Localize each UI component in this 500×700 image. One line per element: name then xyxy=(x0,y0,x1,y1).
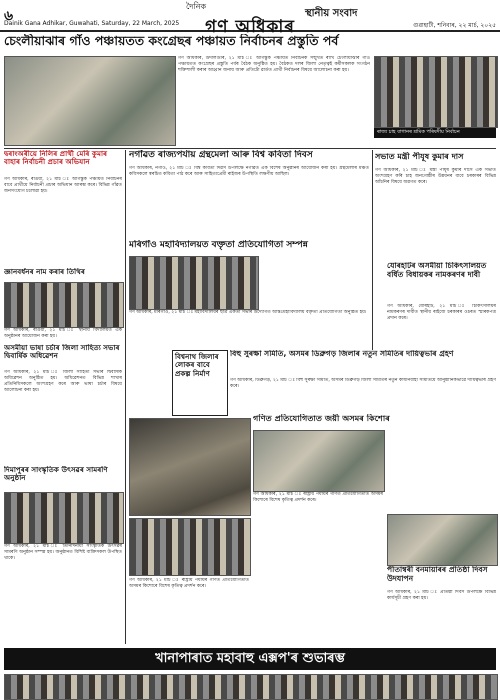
left-2-photo xyxy=(4,282,124,328)
left-4-body: গণ অধিকাৰ, ২১ মাৰ্চ ঃ তিনিদিনীয়া সাংস্কৃতিক উৎসৱৰ সামৰণি অনুষ্ঠান সম্পন্ন হয়। অনুষ্ঠানত বিশিষ্ট ব্যক্তিসকল উপস্থিত থাকে। xyxy=(4,544,122,561)
center-boxed-item xyxy=(172,350,228,416)
left-1-headline-box xyxy=(4,150,122,176)
center-lower-body: গণ অধিকাৰ, ২১ মাৰ্চ ঃ ৰাষ্ট্ৰীয় পৰ্যায়ৰ গণিত প্ৰতিযোগিতাত অসমৰ কিশোৰে বিশেষ কৃতিত্ব প্ৰদৰ্শন কৰে। xyxy=(129,578,249,589)
top-lead-body: গণ অধিকাৰ, উদালগুৰি, ২১ মাৰ্চ ঃ আগন্তুক পঞ্চায়ত নিৰ্বাচনক সন্মুখত ৰাখি চেংলীয়াঝাৰ গাঁও পঞ্চায়তত কংগ্ৰেছৰ প্ৰস্তুতি পৰ্বৰ বৈঠক অনুষ্ঠিত হয়। বৈঠকত দলৰ জিলা নেতৃত্বই কৰ্মীসকলক সংগঠন শক্তিশালী কৰাৰ আহ্বান জনায় আৰু প্ৰতিটো ৱাৰ্ডত প্ৰাৰ্থী নিৰ্বাচনৰ বিষয়ে আলোচনা কৰা হয়। xyxy=(178,56,370,73)
left-2-headline: জ্ঞানবৰ্ধনৰ নাম কৰাৰ তিথিৰ xyxy=(4,268,85,276)
center-4-headline-box xyxy=(253,414,496,428)
center-4-body: গণ অধিকাৰ, ২১ মাৰ্চ ঃ ৰাষ্ট্ৰীয় পৰ্যায়ৰ গণিত প্ৰতিযোগিতাত অসমৰ কিশোৰে বিশেষ কৃতিত্ব প্ৰদৰ্শন কৰে। xyxy=(253,492,383,503)
page-number: ৬ xyxy=(4,8,14,24)
top-right-photo xyxy=(374,56,498,128)
center-2-photo xyxy=(129,256,259,310)
left-1-body: গণ অধিকাৰ, ৰঙিয়া, ২১ মাৰ্চ ঃ আগন্তুক পঞ্চায়ত নিৰ্বাচনৰ বাবে প্ৰাৰ্থীয়ে নিৰ্বাচনী প্ৰচাৰ অভিযান আৰম্ভ কৰে। বিভিন্ন গাঁৱত জনসংযোগ চলোৱা হয়। xyxy=(4,177,122,194)
left-3-headline-box xyxy=(4,344,122,368)
left-3-body: গণ অধিকাৰ, ২১ মাৰ্চ ঃ জিলা সাহিত্য সভাৰ দ্বিবাৰ্ষিক অধিৱেশন অনুষ্ঠিত হয়। অধিৱেশনত বিভিন্ন শাখাৰ প্ৰতিনিধিসকলে অংশগ্ৰহণ কৰে আৰু ভাষা চৰ্চাৰ বিষয়ে আলোচনা কৰা হয়। xyxy=(4,370,122,393)
center-3-headline-box xyxy=(230,350,496,376)
center-3-body: গণ অধিকাৰ, ডিব্ৰুগড়, ২১ মাৰ্চ ঃ বিহু সুৰক্ষা সমিতি, অসমৰ ডিব্ৰুগড় জিলা সমিতিৰ নতুন কাৰ্যনিৰ্বাহী সমিতিয়ে আনুষ্ঠানিকভাৱে দায়িত্বভাৰ গ্ৰহণ কৰে। xyxy=(230,378,496,389)
center-2-headline-box xyxy=(129,240,369,254)
left-2-headline-box xyxy=(4,268,122,280)
center-1-body: গণ অধিকাৰ, নগাঁও, ২১ মাৰ্চ ঃ বিশ্ব কবিতা দিৱস উপলক্ষে নগাঁৱত এক বিশেষ অনুষ্ঠানৰ আয়োজন কৰা হয়। গ্ৰন্থমেলাৰ মঞ্চত কবিসকলে স্বৰচিত কবিতা পাঠ কৰে আৰু সাহিত্যপ্ৰেমী ৰাইজৰ উপস্থিতি লক্ষণীয় আছিল। xyxy=(129,166,369,177)
center-1-headline: নগাঁৱত ৰাজ্যপৰ্যায় গ্ৰন্থমেলা আৰু বিশ্ব কবিতা দিবস xyxy=(129,150,313,160)
paper-name: গণ অধিকাৰ xyxy=(205,17,295,37)
section-label: স্থানীয় সংবাদ xyxy=(305,8,358,19)
center-3-headline: বিহু সুৰক্ষা সমিতি, অসমৰ ডিব্ৰুগড় জিলাৰ নতুন সমিতিৰ দায়িত্বভাৰ গ্ৰহণ xyxy=(230,350,454,358)
right-3-headline: পীতাম্বৰী বনমায়াৰৰ প্ৰতিষ্ঠা দিবস উদযাপন xyxy=(387,566,488,583)
right-2-headline-box xyxy=(387,262,496,302)
right-2-headline: যোৰহাটৰ অসমীয়া চিকিৎসালয়ত বৰ্ধিত বিধায়কৰ নামকৰণৰ দাবী xyxy=(387,262,487,279)
top-lead-headline: চেংলীয়াঝাৰ গাঁও পঞ্চায়তত কংগ্ৰেছৰ পঞ্চায়ত নিৰ্বাচনৰ প্ৰস্তুতি পৰ্ব xyxy=(4,34,339,48)
right-3-body: গণ অধিকাৰ, ২১ মাৰ্চ ঃ প্ৰতিষ্ঠা দিবস উপলক্ষে বিভিন্ন কাৰ্যসূচী গ্ৰহণ কৰা হয়। xyxy=(387,590,496,601)
center-3-photo xyxy=(129,418,251,516)
center-lower-photo xyxy=(129,518,251,576)
right-1-kicker: ৰাজ্য চাহ বাগানৰ শ্ৰমিক পৰিষদীয় নিৰ্বাচন xyxy=(374,128,496,138)
left-3-headline: অসমীয়া ভাষা চৰ্চাৰ জিলা সাহিত্য সভাৰ দ্বিবাৰ্ষিক অধিৱেশন xyxy=(4,344,120,361)
left-1-headline: দ্বৰাংঅৰীয়ে নিলিৰ প্ৰাৰ্থী মেৰি কুমাৰ বাহাৰ নিৰ্বাচনী প্ৰচাৰ অভিযান xyxy=(4,150,108,167)
right-2-body: গণ অধিকাৰ, যোৰহাট, ২১ মাৰ্চ ঃ চিকিৎসালয়ৰ নামকৰণৰ দাবীত স্থানীয় ৰাইজে চৰকাৰৰ ওচৰত স্মাৰকপত্ৰ প্ৰদান কৰে। xyxy=(387,304,496,321)
left-2-body: গণ অধিকাৰ, ৰঙিয়া, ২১ মাৰ্চ ঃ স্থানীয় বিদ্যালয়ত এক অনুষ্ঠানৰ আয়োজন কৰা হয়। xyxy=(4,328,122,339)
divider xyxy=(4,148,496,149)
right-3-photo xyxy=(387,514,498,566)
right-3-headline-box xyxy=(387,566,496,588)
column-rule-right xyxy=(372,150,373,350)
right-1-body: গণ অধিকাৰ, ২১ মাৰ্চ ঃ মন্ত্ৰী পীযূষ কুমাৰ দাসে এক সভাত অংশগ্ৰহণ কৰি চাহ জনগোষ্ঠীৰ উন্নয়নৰ বাবে চৰকাৰৰ বিভিন্ন আঁচনিৰ বিষয়ে অৱগত কৰে। xyxy=(375,168,496,185)
bottom-banner: খানাপাৰাত মহাবাহু এক্সপ'ৰ শুভাৰম্ভ xyxy=(4,648,496,670)
center-box-headline: বিশ্বনাথ জিলাৰ লোকৰ বাবে প্ৰকল্প নিৰ্মাণ xyxy=(175,352,219,378)
dateline-english: Dainik Gana Adhikar, Guwahati, Saturday, 22 March, 2025 xyxy=(4,20,180,27)
left-4-headline: দিমাপুৰৰ সাংস্কৃতিক উৎসৱৰ সামৰণি অনুষ্ঠান xyxy=(4,466,108,483)
dateline-assamese: গুৱাহাটী, শনিবাৰ, ২২ মাৰ্চ, ২০২৫ xyxy=(413,22,496,29)
right-1-headline: সভাত মন্ত্ৰী পীযূষ কুমাৰ দাস xyxy=(375,152,464,161)
masthead xyxy=(0,0,500,37)
top-lead-headline-box xyxy=(4,34,496,52)
top-lead-photo xyxy=(4,56,176,146)
column-rule-left xyxy=(125,150,126,644)
left-4-headline-box xyxy=(4,466,122,490)
center-1-headline-box xyxy=(129,150,369,164)
center-2-headline: মৰিগাঁও মহাবিদ্যালয়ত বক্তৃতা প্ৰতিযোগিতা সম্পন্ন xyxy=(129,240,308,250)
left-4-photo xyxy=(4,492,124,544)
bottom-banner-photo xyxy=(4,674,498,700)
center-2-body: গণ অধিকাৰ, মৰিগাঁও, ২১ মাৰ্চ ঃ মহাবিদ্যালয়ৰ ছাত্ৰ একতা সভাৰ উদ্যোগত আন্তঃমহাবিদ্যালয় বক্তৃতা প্ৰতিযোগিতা অনুষ্ঠিত হয়। xyxy=(129,310,367,315)
right-1-headline-box xyxy=(375,152,496,166)
center-4-headline: গণিত প্ৰতিযোগিতাত জয়ী অসমৰ কিশোৰ xyxy=(253,414,390,423)
center-4-photo xyxy=(253,430,385,492)
daily-label: দৈনিক xyxy=(186,2,207,11)
